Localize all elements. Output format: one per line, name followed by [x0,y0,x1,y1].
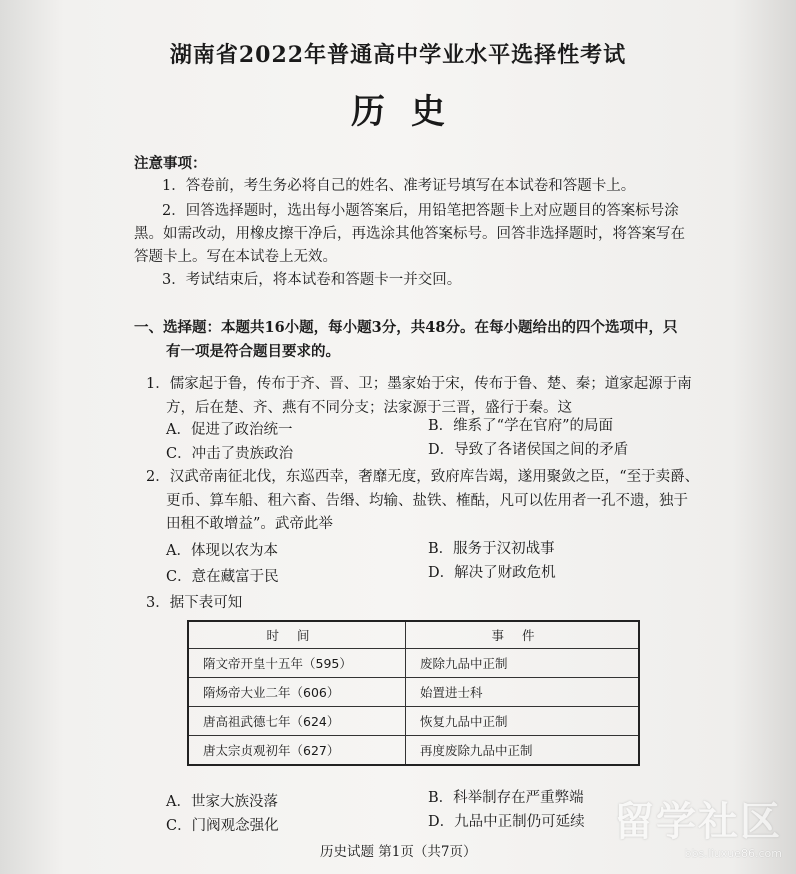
section-instruction-line-2: 有一项是符合题目要求的。 [166,343,340,360]
notice-heading: 注意事项： [134,155,207,172]
question-2-line-1: 2．汉武帝南征北伐，东巡西幸，奢靡无度，致府库告竭，遂用聚敛之臣，“至于卖爵、 [146,469,700,485]
question-1-line-2: 方，后在楚、齐、燕有不同分支；法家源于三晋，盛行于秦。这 [166,400,572,416]
table-row [188,707,639,736]
notice-item-2-line-2: 黑。如需改动，用橡皮擦干净后，再选涂其他答案标号。回答非选择题时，将答案写在 [134,226,685,242]
question-3-option-c: C．门阀观念强化 [166,818,279,834]
question-2-option-d: D．解决了财政危机 [428,565,556,581]
question-1-option-b: B．维系了“学在官府”的局面 [428,418,613,434]
question-1-option-d: D．导致了各诸侯国之间的矛盾 [428,442,629,458]
table-header-row [188,621,639,649]
notice-item-3: 3．考试结束后，将本试卷和答题卡一并交回。 [162,272,462,288]
table-cell-event: 始置进士科 [406,678,640,707]
table-cell-event: 恢复九品中正制 [406,707,640,736]
table-header-event: 事件 [406,621,640,649]
table-cell-event: 再度废除九品中正制 [406,736,640,766]
question-2-option-b: B．服务于汉初战事 [428,541,555,557]
table-row [188,736,639,766]
site-watermark [614,790,782,860]
section-instruction-line-1: 一、选择题：本题共16小题，每小题3分，共48分。在每小题给出的四个选项中，只 [134,319,678,336]
notice-item-1: 1．答卷前，考生务必将自己的姓名、准考证号填写在本试卷和答题卡上。 [162,178,636,194]
watermark-logo: 留学社区 [614,799,782,845]
page-footer: 历史试题 第1页（共7页） [320,844,477,860]
question-2-option-c: C．意在藏富于民 [166,569,279,585]
table-cell-time: 隋文帝开皇十五年（595） [188,649,406,678]
watermark-url: bbs.liuxue86.com [684,847,782,860]
table-header-time: 时间 [188,621,406,649]
question-2-line-3: 田租不敢增益”。武帝此举 [166,516,333,532]
notice-item-2-line-3: 答题卡上。写在本试卷上无效。 [134,249,337,265]
table-cell-event: 废除九品中正制 [406,649,640,678]
table-cell-time: 唐高祖武德七年（624） [188,707,406,736]
question-1-option-c: C．冲击了贵族政治 [166,446,294,462]
notice-item-2-line-1: 2．回答选择题时，选出每小题答案后，用铅笔把答题卡上对应题目的答案标号涂 [162,203,679,219]
table-cell-time: 隋炀帝大业二年（606） [188,678,406,707]
question-3-option-a: A．世家大族没落 [166,794,278,810]
question-1-option-a: A．促进了政治统一 [166,422,293,438]
question-3-option-b: B．科举制存在严重弊端 [428,790,584,806]
table-row [188,649,639,678]
question-2-option-a: A．体现以农为本 [166,543,278,559]
table-cell-time: 唐太宗贞观初年（627） [188,736,406,766]
question-3-option-d: D．九品中正制仍可延续 [428,814,585,830]
table-row [188,678,639,707]
events-table [187,620,640,766]
question-1-line-1: 1．儒家起于鲁，传布于齐、晋、卫；墨家始于宋，传布于鲁、楚、秦；道家起源于南 [146,376,692,392]
question-2-line-2: 更币、算车船、租六畜、告缗、均输、盐铁、榷酤，凡可以佐用者一孔不遗，独于 [166,493,688,509]
exam-title: 湖南省2022年普通高中学业水平选择性考试 [169,42,627,68]
question-3-stem: 3．据下表可知 [146,595,243,611]
subject-heading: 历史 [351,92,471,132]
